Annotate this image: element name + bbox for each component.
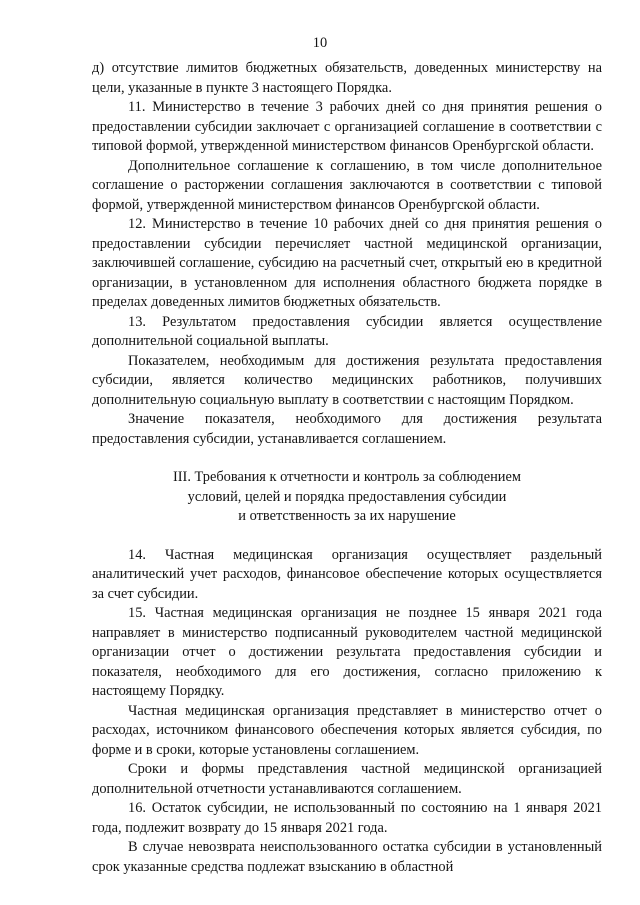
- paragraph-reporting-terms: Сроки и формы представления частной медицинской организацией дополнительной отчетности устанавливаются соглашением.: [92, 761, 602, 797]
- paragraph-non-return: В случае невозврата неиспользованного остатка субсидии в установленный срок указанные средства подлежат взысканию в областной: [92, 839, 602, 875]
- document-body: [92, 59, 602, 877]
- paragraph-16: 16. Остаток субсидии, не использованный по состоянию на 1 января 2021 года, подлежит возврату до 15 января 2021 года.: [92, 800, 602, 836]
- paragraph-13: 13. Результатом предоставления субсидии является осуществление дополнительной социальной выплаты.: [92, 313, 602, 349]
- section-heading-line-2: условий, целей и порядка предоставления субсидии: [187, 488, 507, 505]
- section-heading-line-3: и ответственность за их нарушение: [238, 508, 456, 524]
- paragraph-expense-report: Частная медицинская организация представляет в министерство отчет о расходах, источником финансового обеспечения которых является субсидия, по форме и в сроки, которые установлены соглашением.: [92, 702, 602, 758]
- paragraph-indicator: Показателем, необходимым для достижения результата предоставления субсидии, является количество медицинских работников, получивших дополнительную социальную выплату в соответствии с настоящим Порядком.: [92, 352, 602, 408]
- section-heading: [92, 468, 602, 527]
- paragraph-additional-agreement: Дополнительное соглашение к соглашению, в том числе дополнительное соглашение о расторжении соглашения заключаются в соответствии с типовой формой, утвержденной министерством финансов Оренбургской области.: [92, 157, 602, 213]
- paragraph-indicator-value: Значение показателя, необходимого для достижения результата предоставления субсидии, устанавливается соглашением.: [92, 411, 602, 447]
- paragraph-10d: д) отсутствие лимитов бюджетных обязательств, доведенных министерству на цели, указанные в пункте 3 настоящего Порядка.: [92, 60, 602, 96]
- section-heading-line-1: III. Требования к отчетности и контроль за соблюдением: [172, 469, 522, 485]
- paragraph-12: 12. Министерство в течение 10 рабочих дней со дня принятия решения о предоставлении субсидии перечисляет частной медицинской организации, заключившей соглашение, субсидию на расчетный счет, открытый ею в кредитной организации, в установленном для исполнения областного бюджета порядке в пределах доведенных лимитов бюджетных обязательств.: [92, 216, 602, 310]
- paragraph-11: 11. Министерство в течение 3 рабочих дней со дня принятия решения о предоставлении субсидии заключает с организацией соглашение в соответствии с типовой формой, утвержденной министерством финансов Оренбургской области.: [92, 99, 602, 154]
- page-number: 10: [312, 35, 328, 51]
- paragraph-15: 15. Частная медицинская организация не позднее 15 января 2021 года направляет в министерство подписанный руководителем частной медицинской организации отчет о достижении результата предоставления субсидии и показателя, необходимого для его достижения, согласно приложению к настоящему Порядку.: [92, 605, 602, 699]
- paragraph-14: 14. Частная медицинская организация осуществляет раздельный аналитический учет расходов, финансовое обеспечение которых осуществляется за счет субсидии.: [92, 546, 602, 602]
